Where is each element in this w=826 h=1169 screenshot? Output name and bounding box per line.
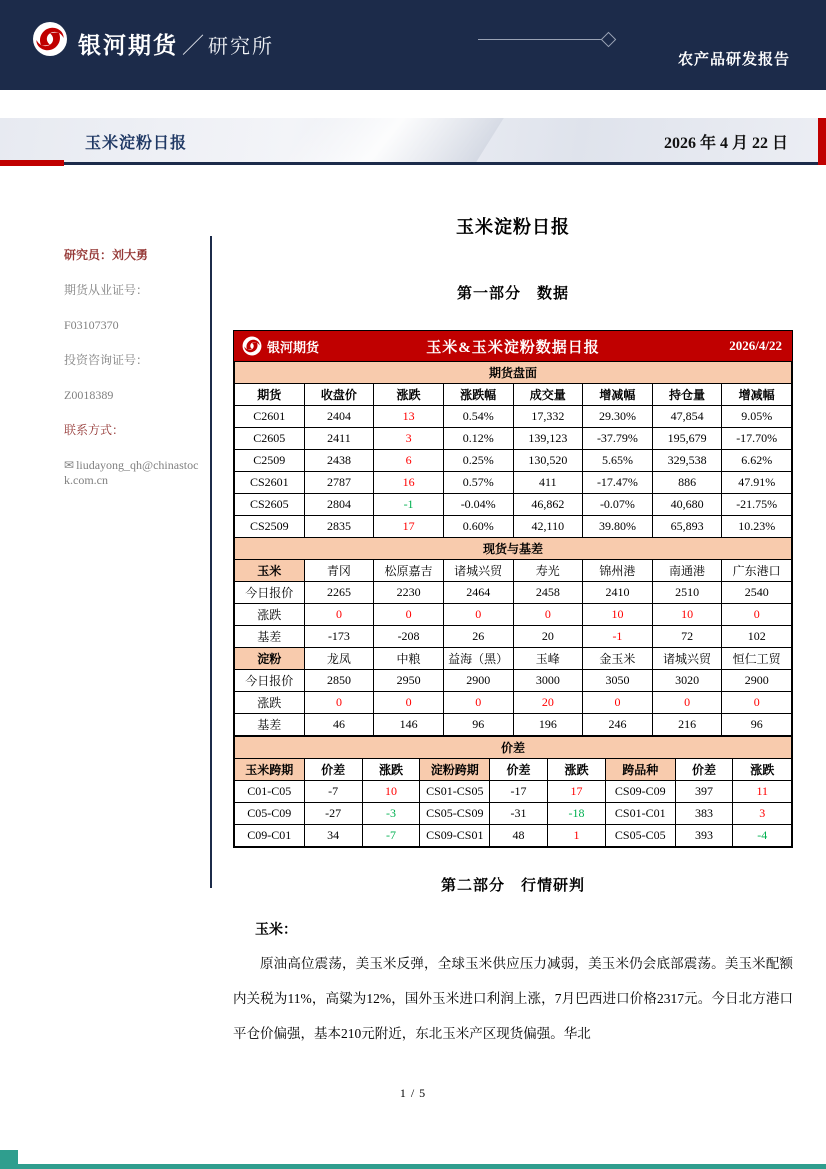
table-cell: 6: [374, 450, 444, 472]
table-cell: 今日报价: [235, 670, 305, 692]
table-cell: 0: [513, 604, 583, 626]
table-row: [235, 560, 792, 582]
table-cell: 价差: [675, 759, 733, 781]
table-cell: 青冈: [304, 560, 374, 582]
table-cell: CS2605: [235, 494, 305, 516]
table-cell: 益海（黑）: [443, 648, 513, 670]
banner-title: 玉米淀粉日报: [85, 135, 188, 152]
table-row: [235, 737, 792, 759]
analysis-paragraph: 原油高位震荡，美玉米反弹，全球玉米供应压力减弱，美玉米仍会底部震荡。美玉米配额内关税为11%，高粱为12%，国外玉米进口利润上涨，7月巴西进口价格2317元。今日北方港口平仓价偏强，基本210元附近，东北玉米产区现货偏强。华北: [233, 956, 793, 1041]
table-cell: 持仓量: [652, 384, 722, 406]
table-cell: 龙凤: [304, 648, 374, 670]
table-cell: 2787: [304, 472, 374, 494]
table-cell: 0: [374, 692, 444, 714]
table-cell: 广东港口: [722, 560, 792, 582]
table-cell: -17.47%: [583, 472, 653, 494]
table-row: [235, 406, 792, 428]
table-cell: -173: [304, 626, 374, 648]
table-cell: 2950: [374, 670, 444, 692]
table-cell: 涨跌: [374, 384, 444, 406]
table-cell: C2605: [235, 428, 305, 450]
table-cell: -0.07%: [583, 494, 653, 516]
table-row: [235, 648, 792, 670]
table-cell: 南通港: [652, 560, 722, 582]
table-cell: 47.91%: [722, 472, 792, 494]
author-sidebar: [64, 248, 206, 508]
table-cell: CS09-C09: [605, 781, 675, 803]
table-row: [235, 582, 792, 604]
email-text: liudayong_qh@chinastock.com.cn: [64, 458, 199, 487]
table-cell: 393: [675, 825, 733, 847]
table-row: [235, 692, 792, 714]
table-cell: -27: [304, 803, 362, 825]
contact-email: [64, 458, 206, 488]
table-cell: 玉米: [235, 560, 305, 582]
table-row: [235, 714, 792, 736]
table-cell: 26: [443, 626, 513, 648]
table-cell: 涨跌幅: [443, 384, 513, 406]
table-cell: 0.25%: [443, 450, 513, 472]
table-cell: 29.30%: [583, 406, 653, 428]
table-cell: 16: [374, 472, 444, 494]
table-cell: 0.57%: [443, 472, 513, 494]
table-row: [235, 803, 792, 825]
table-section-header: 价差: [235, 737, 792, 759]
table-cell: -7: [362, 825, 420, 847]
title-banner: [0, 118, 826, 165]
galaxy-logo-icon: [32, 21, 68, 57]
table-cell: 0: [374, 604, 444, 626]
table-cell: CS01-C01: [605, 803, 675, 825]
table-cell: 39.80%: [583, 516, 653, 538]
table-cell: 2804: [304, 494, 374, 516]
table-cell: 2850: [304, 670, 374, 692]
table-cell: 10: [583, 604, 653, 626]
table-cell: 13: [374, 406, 444, 428]
table-row: [235, 516, 792, 538]
brand-name: 银河期货: [78, 33, 178, 58]
table-cell: 0: [304, 692, 374, 714]
table-cell: C05-C09: [235, 803, 305, 825]
table-cell: 329,538: [652, 450, 722, 472]
table-cell: 涨跌: [362, 759, 420, 781]
table-cell: 2510: [652, 582, 722, 604]
masthead: [0, 0, 826, 90]
table-cell: 0: [304, 604, 374, 626]
table-cell: 玉米跨期: [235, 759, 305, 781]
table-cell: 1: [548, 825, 606, 847]
table-cell: 玉峰: [513, 648, 583, 670]
table-cell: 17: [548, 781, 606, 803]
table-cell: 96: [443, 714, 513, 736]
table-cell: 246: [583, 714, 653, 736]
table-cell: 0: [583, 692, 653, 714]
table-cell: -37.79%: [583, 428, 653, 450]
table-cell: 淀粉: [235, 648, 305, 670]
table-cell: CS2601: [235, 472, 305, 494]
table-cell: -7: [304, 781, 362, 803]
banner-date: 2026 年 4 月 22 日: [663, 135, 788, 152]
table-cell: 跨品种: [605, 759, 675, 781]
table-cell: 46,862: [513, 494, 583, 516]
table-cell: 10: [362, 781, 420, 803]
table-cell: 10: [652, 604, 722, 626]
table-cell: 139,123: [513, 428, 583, 450]
table-cell: -3: [362, 803, 420, 825]
table-cell: 2900: [722, 670, 792, 692]
table-cell: -0.04%: [443, 494, 513, 516]
table-cell: 寿光: [513, 560, 583, 582]
data-table: [233, 330, 793, 848]
table-cell: 2404: [304, 406, 374, 428]
table-row: [235, 626, 792, 648]
table-row: [235, 825, 792, 847]
brand-dept: 研究所: [208, 36, 275, 58]
table-cell: 3050: [583, 670, 653, 692]
table-cell: 34: [304, 825, 362, 847]
brand-separator: ／: [182, 33, 205, 58]
table-cell: C09-C01: [235, 825, 305, 847]
table-cell: 价差: [490, 759, 548, 781]
page-number: 1 / 5: [399, 1086, 427, 1100]
table-cell: CS2509: [235, 516, 305, 538]
table-cell: 2410: [583, 582, 653, 604]
table-cell: 收盘价: [304, 384, 374, 406]
red-accent-right: [818, 118, 826, 165]
bottom-accent-line: [0, 1164, 826, 1169]
table-cell: 9.05%: [722, 406, 792, 428]
table-cell: 2900: [443, 670, 513, 692]
table-cell: 诸城兴贸: [652, 648, 722, 670]
table-row: [235, 450, 792, 472]
table-cell: -31: [490, 803, 548, 825]
table-cell: 216: [652, 714, 722, 736]
table-cell: 价差: [304, 759, 362, 781]
table-cell: 淀粉跨期: [420, 759, 490, 781]
document-title: 玉米淀粉日报: [456, 217, 570, 237]
table-cell: 0: [443, 692, 513, 714]
report-type-label: 农产品研发报告: [677, 52, 790, 68]
table-cell: 17,332: [513, 406, 583, 428]
table-cell: -18: [548, 803, 606, 825]
table-cell: 3020: [652, 670, 722, 692]
table-row: [235, 670, 792, 692]
table-cell: 中粮: [374, 648, 444, 670]
table-cell: -208: [374, 626, 444, 648]
corn-subheading: 玉米：: [255, 923, 297, 938]
table-row: [235, 384, 792, 406]
envelope-icon: ✉: [64, 458, 75, 472]
table-cell: 47,854: [652, 406, 722, 428]
table-cell: 397: [675, 781, 733, 803]
table-cell: 6.62%: [722, 450, 792, 472]
table-cell: 2411: [304, 428, 374, 450]
table-section-header: 现货与基差: [235, 538, 792, 560]
table-cell: 886: [652, 472, 722, 494]
table-cell: 196: [513, 714, 583, 736]
table-cell: 2540: [722, 582, 792, 604]
table-section-header: 期货盘面: [235, 362, 792, 384]
table-cell: 涨跌: [235, 604, 305, 626]
table-row: [235, 538, 792, 560]
cert1-label: 期货从业证号：: [64, 283, 149, 297]
table-title: 玉米&玉米淀粉数据日报: [426, 339, 600, 356]
cert2-number: Z0018389: [64, 388, 114, 402]
table-cell: 2265: [304, 582, 374, 604]
table-cell: 40,680: [652, 494, 722, 516]
table-cell: 0: [443, 604, 513, 626]
table-cell: 48: [490, 825, 548, 847]
table-cell: 146: [374, 714, 444, 736]
table-cell: 3: [374, 428, 444, 450]
table-cell: 2230: [374, 582, 444, 604]
table-brand: [234, 336, 319, 356]
cert1-number: F03107370: [64, 318, 119, 332]
table-cell: 2458: [513, 582, 583, 604]
table-cell: 涨跌: [733, 759, 792, 781]
table-cell: 65,893: [652, 516, 722, 538]
decorative-line: [478, 39, 606, 40]
table-cell: 0.54%: [443, 406, 513, 428]
report-body: [233, 216, 793, 1051]
spread-table: [234, 736, 792, 847]
table-cell: 20: [513, 626, 583, 648]
table-cell: C01-C05: [235, 781, 305, 803]
table-cell: 增减幅: [722, 384, 792, 406]
vertical-divider: [210, 236, 212, 888]
table-cell: -17.70%: [722, 428, 792, 450]
table-cell: CS05-CS09: [420, 803, 490, 825]
table-cell: 46: [304, 714, 374, 736]
table-cell: 102: [722, 626, 792, 648]
table-cell: 锦州港: [583, 560, 653, 582]
table-row: [235, 759, 792, 781]
table-cell: CS09-CS01: [420, 825, 490, 847]
table-cell: -17: [490, 781, 548, 803]
contact-label: 联系方式：: [64, 423, 125, 437]
table-cell: -1: [374, 494, 444, 516]
section-heading-data: 第一部分 数据: [456, 286, 569, 302]
table-cell: 130,520: [513, 450, 583, 472]
table-date: 2026/4/22: [729, 338, 782, 353]
table-cell: -21.75%: [722, 494, 792, 516]
table-row: [235, 472, 792, 494]
table-cell: 期货: [235, 384, 305, 406]
table-cell: 5.65%: [583, 450, 653, 472]
table-cell: 0: [722, 604, 792, 626]
table-cell: CS05-C05: [605, 825, 675, 847]
table-cell: 金玉米: [583, 648, 653, 670]
table-cell: 20: [513, 692, 583, 714]
table-cell: 42,110: [513, 516, 583, 538]
table-cell: 今日报价: [235, 582, 305, 604]
table-cell: 成交量: [513, 384, 583, 406]
table-cell: 411: [513, 472, 583, 494]
table-cell: 0.12%: [443, 428, 513, 450]
table-cell: 基差: [235, 626, 305, 648]
table-cell: 3: [733, 803, 792, 825]
table-cell: 0.60%: [443, 516, 513, 538]
table-cell: 2835: [304, 516, 374, 538]
table-cell: 2464: [443, 582, 513, 604]
researcher-name: 研究员：刘大勇: [64, 248, 149, 262]
table-cell: CS01-CS05: [420, 781, 490, 803]
table-cell: 10.23%: [722, 516, 792, 538]
futures-and-spot-table: [234, 361, 792, 736]
table-cell: 2438: [304, 450, 374, 472]
table-cell: 72: [652, 626, 722, 648]
table-cell: -1: [583, 626, 653, 648]
table-row: [235, 494, 792, 516]
table-cell: C2509: [235, 450, 305, 472]
table-cell: 96: [722, 714, 792, 736]
table-cell: C2601: [235, 406, 305, 428]
table-cell: 基差: [235, 714, 305, 736]
table-cell: 松原嘉吉: [374, 560, 444, 582]
bottom-corner-accent: [0, 1150, 18, 1169]
galaxy-logo-icon: [242, 336, 262, 356]
red-accent-left: [0, 160, 64, 166]
table-cell: 195,679: [652, 428, 722, 450]
table-row: [235, 604, 792, 626]
table-cell: 11: [733, 781, 792, 803]
table-cell: 诸城兴贸: [443, 560, 513, 582]
table-cell: 0: [722, 692, 792, 714]
table-cell: 0: [652, 692, 722, 714]
table-cell: 17: [374, 516, 444, 538]
cert2-label: 投资咨询证号：: [64, 353, 149, 367]
table-cell: 383: [675, 803, 733, 825]
table-row: [235, 781, 792, 803]
table-cell: 涨跌: [548, 759, 606, 781]
section-heading-analysis: 第二部分 行情研判: [440, 878, 585, 894]
diamond-ornament-icon: [601, 32, 617, 48]
table-cell: 涨跌: [235, 692, 305, 714]
table-row: [235, 428, 792, 450]
table-cell: 增减幅: [583, 384, 653, 406]
table-title-bar: [234, 331, 792, 361]
table-brand-name: 银河期货: [267, 339, 320, 355]
brand: [78, 27, 274, 60]
table-row: [235, 362, 792, 384]
table-cell: -4: [733, 825, 792, 847]
table-cell: 恒仁工贸: [722, 648, 792, 670]
table-cell: 3000: [513, 670, 583, 692]
